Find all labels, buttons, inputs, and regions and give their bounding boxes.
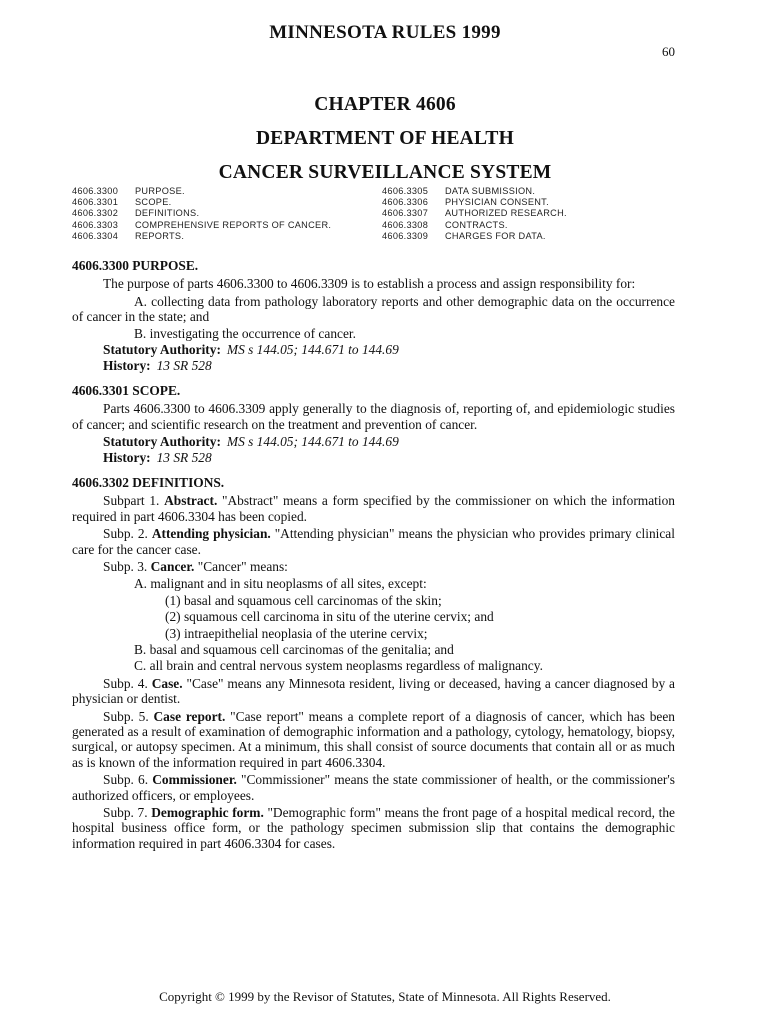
history: History: 13 SR 528 [103, 450, 212, 466]
definition-subpart: Subp. 2. Attending physician. "Attending physician" means the physician who provides primary clinical care for the cancer case. [72, 526, 675, 557]
definition-subpart: Subp. 4. Case. "Case" means any Minnesota resident, living or deceased, having a cancer diagnosed by a physician or dentist. [72, 675, 675, 707]
paragraph: Parts 4606.3300 to 4606.3309 apply generally to the diagnosis of, reporting of, and epidemiologic studies of cancer; and scientific research on the treatment and prevention of cancer. [72, 401, 675, 432]
paragraph: The purpose of parts 4606.3300 to 4606.3309 is to establish a process and assign responsibility for: [103, 276, 636, 292]
chapter-title: CANCER SURVEILLANCE SYSTEM [218, 162, 552, 183]
toc-entry[interactable]: 4606.3305 DATA SUBMISSION. [382, 186, 536, 196]
toc-entry[interactable]: 4606.3300 PURPOSE. [72, 186, 185, 196]
history: History: 13 SR 528 [103, 358, 212, 374]
list-item: A. malignant and in situ neoplasms of all sites, except: [134, 576, 427, 592]
section-heading: 4606.3301 SCOPE. [72, 382, 181, 398]
statutory-authority: Statutory Authority: MS s 144.05; 144.671 to 144.69 [103, 434, 399, 450]
toc-entry[interactable]: 4606.3308 CONTRACTS. [382, 219, 508, 230]
section-heading: 4606.3302 DEFINITIONS. [72, 474, 225, 490]
toc-right-column [382, 186, 567, 242]
definition-subpart: Subp. 7. Demographic form. "Demographic form" means the front page of a hospital medical record, the hospital business office form, or the pathology specimen submission slip that contains the demographic information required in part 4606.3304 for cases. [72, 805, 675, 851]
chapter-number: CHAPTER 4606 [314, 94, 456, 115]
statutory-authority: Statutory Authority: MS s 144.05; 144.671 to 144.69 [103, 342, 399, 358]
toc-entry[interactable]: 4606.3306 PHYSICIAN CONSENT. [382, 197, 549, 208]
sub-list-item: (3) intraepithelial neoplasia of the uterine cervix; [165, 625, 428, 641]
rule-text [72, 258, 675, 853]
list-item: B. investigating the occurrence of cancer. [134, 325, 356, 341]
toc-entry[interactable]: 4606.3307 AUTHORIZED RESEARCH. [382, 208, 567, 219]
definition-subpart: Subpart 1. Abstract. "Abstract" means a form specified by the commissioner on which the information required in part 4606.3304 has been copied. [72, 493, 675, 524]
page-number: 60 [662, 44, 675, 59]
copyright-footer: Copyright © 1999 by the Revisor of Statutes, State of Minnesota. All Rights Reserved. [159, 989, 611, 1004]
chapter-heading [0, 88, 770, 190]
chapter-department: DEPARTMENT OF HEALTH [256, 128, 514, 149]
definition-subpart: Subp. 5. Case report. "Case report" means a complete report of a diagnosis of cancer, which has been generated as a result of examination of demographic information and a pathology, cytology, hematology, biopsy, surgical, or autopsy specimen. At a minimum, this shall consist of source documents that contain all or as much as is known of the information required in part 4606.3304. [72, 708, 675, 770]
sub-list-item: (2) squamous cell carcinoma in situ of the uterine cervix; and [165, 609, 494, 625]
toc-entry[interactable]: 4606.3302 DEFINITIONS. [72, 208, 200, 219]
toc-entry[interactable]: 4606.3301 SCOPE. [72, 197, 172, 208]
definition-subpart: Subp. 3. Cancer. "Cancer" means: [103, 558, 288, 574]
section-heading: 4606.3300 PURPOSE. [72, 258, 199, 273]
toc-entry[interactable]: 4606.3309 CHARGES FOR DATA. [382, 230, 546, 241]
list-item: C. all brain and central nervous system neoplasms regardless of malignancy. [134, 658, 543, 674]
toc-entry[interactable]: 4606.3303 COMPREHENSIVE REPORTS OF CANCER. [72, 219, 332, 230]
sub-list-item: (1) basal and squamous cell carcinomas of the skin; [165, 592, 442, 608]
toc-left-column [72, 186, 331, 242]
running-head: MINNESOTA RULES 1999 [269, 22, 501, 43]
list-item: A. collecting data from pathology laboratory reports and other demographic data on the occurrence of cancer in the state; and [72, 293, 675, 325]
definition-subpart: Subp. 6. Commissioner. "Commissioner" means the state commissioner of health, or the commissioner's authorized officers, or employees. [72, 772, 675, 803]
list-item: B. basal and squamous cell carcinomas of the genitalia; and [134, 641, 454, 657]
toc-entry[interactable]: 4606.3304 REPORTS. [72, 230, 185, 241]
